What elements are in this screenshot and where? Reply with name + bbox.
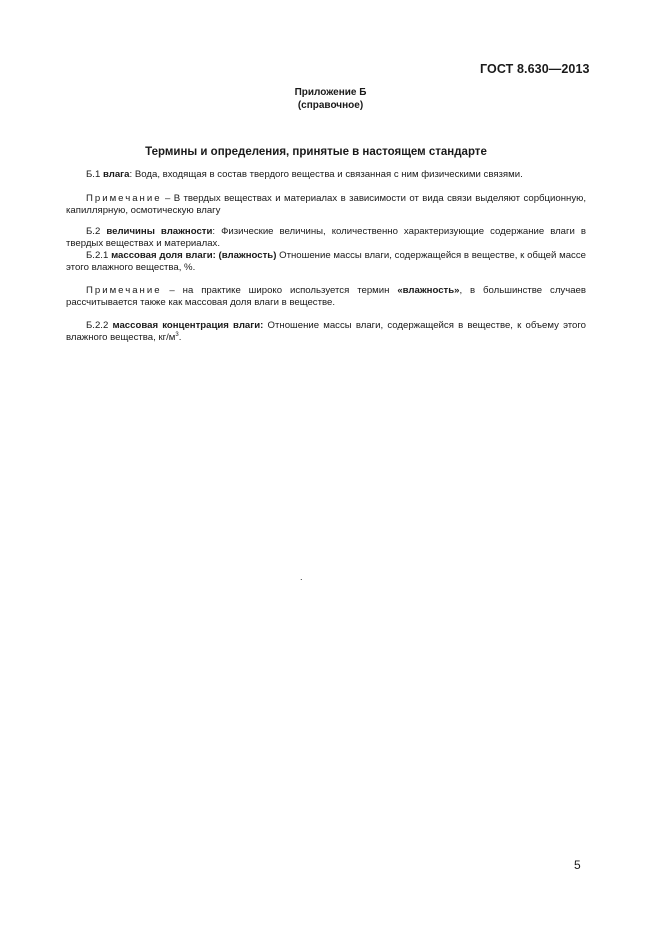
appendix-subtitle: (справочное) [297,100,364,111]
definition-b2-2 [66,320,586,344]
definition-number: Б.1 [86,169,101,180]
definition-text: : Физические величины, количественно характеризующие содержание влаги в твердых веществах и материалах. [66,226,586,249]
appendix-title: Приложение Б [294,87,367,98]
definition-number: Б.2 [86,226,101,237]
definition-text: Отношение массы влаги, содержащейся в веществе, к объему этого влажного вещества, кг/м [66,320,586,343]
definition-b1 [66,169,586,181]
definition-term: массовая концентрация влаги: [112,320,264,331]
definition-text: : Вода, входящая в состав твердого вещества и связанная с ним физическими связями. [129,169,523,180]
definition-term: влага [102,169,130,180]
note-text: – В твердых веществах и материалах в зависимости от вида связи выделяют сорбционную, капиллярную, осмотическую влагу [66,193,586,216]
note-text-after: , в большинстве случаев рассчитывается также как массовая доля влаги в веществе. [66,285,586,308]
note-term: «влажность» [397,285,460,296]
note-2 [66,285,586,309]
definition-b2-1 [66,250,586,274]
superscript: 3 [175,331,179,338]
definition-number: Б.2.2 [86,320,109,331]
note-text-before: – на практике широко используется термин [161,285,398,296]
definition-number: Б.2.1 [86,250,109,261]
page-number: 5 [574,858,581,872]
section-title: Термины и определения, принятые в настоящем стандарте [145,146,487,158]
definition-term: величины влажности [106,226,213,237]
definition-text: Отношение массы влаги, содержащейся в веществе, к общей массе этого влажного вещества, %. [66,250,586,273]
note-label: Примечание [86,285,162,296]
stray-mark: . [300,572,303,582]
definition-term: массовая доля влаги: (влажность) [111,250,277,261]
document-code: ГОСТ 8.630—2013 [480,62,590,76]
note-1 [66,193,586,217]
definition-b2 [66,226,586,250]
definition-end: . [178,331,182,343]
note-label: Примечание [86,193,162,204]
